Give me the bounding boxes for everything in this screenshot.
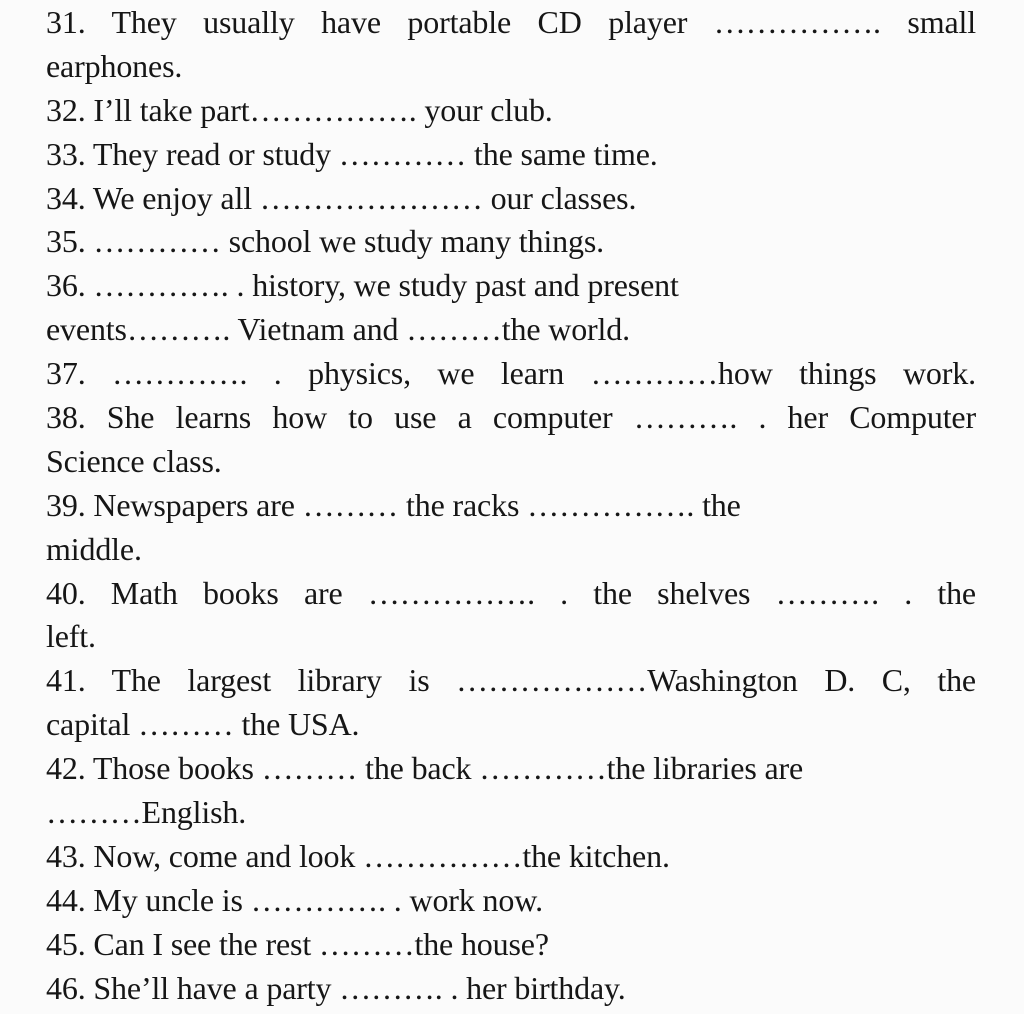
exercise-line: 35. ………… school we study many things. [46, 223, 604, 260]
exercise-line: Science class. [46, 442, 222, 479]
exercise-line: 31. They usually have portable CD player ……………. small [46, 4, 976, 40]
exercise-line: 45. Can I see the rest ………the house? [46, 925, 549, 962]
exercise-line: 43. Now, come and look ……………the kitchen. [46, 837, 670, 874]
exercise-line: left. [46, 618, 96, 655]
exercise-line: 42. Those books ……… the back …………the libraries are [46, 750, 804, 787]
exercise-line: 32. I’ll take part……………. your club. [46, 91, 553, 128]
exercise-line: 33. They read or study ………… the same time. [46, 135, 658, 172]
exercise-line: 40. Math books are ……………. . the shelves ………. . the [46, 574, 976, 611]
exercise-line: capital ……… the USA. [46, 706, 360, 743]
exercise-list [46, 1, 976, 1010]
exercise-line: 34. We enjoy all ………………… our classes. [46, 179, 637, 216]
exercise-line: events………. Vietnam and ………the world. [46, 311, 630, 348]
exercise-line: 46. She’ll have a party ………. . her birthday. [46, 969, 626, 1006]
exercise-line: 39. Newspapers are ……… the racks ……………. the [46, 486, 741, 523]
exercise-line: 41. The largest library is ………………Washington D. C, the [46, 662, 976, 699]
exercise-line: middle. [46, 530, 142, 567]
exercise-line: 44. My uncle is …………. . work now. [46, 881, 543, 918]
exercise-line: 36. …………. . history, we study past and present [46, 267, 679, 304]
exercise-line: 38. She learns how to use a computer ………. . her Computer [46, 399, 976, 436]
exercise-line: 37. …………. . physics, we learn …………how things work. [46, 355, 976, 392]
exercise-line: ………English. [46, 794, 247, 831]
exercise-line: earphones. [46, 47, 183, 84]
